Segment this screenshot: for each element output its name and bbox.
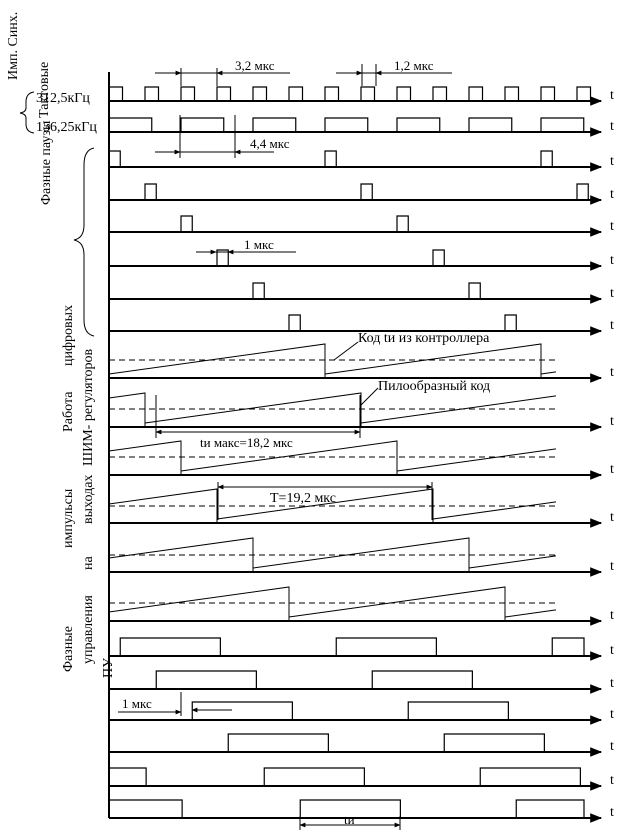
pwm-sawtooth-2	[109, 393, 556, 427]
time-axis-label-14: t	[610, 643, 614, 658]
brace-phase-pauses	[74, 148, 94, 336]
time-axis-label-9: t	[610, 414, 614, 429]
clock-312-pulses	[109, 87, 591, 101]
time-axis-label-4: t	[610, 219, 614, 234]
signal-traces	[109, 87, 614, 820]
time-axis-label-13: t	[610, 608, 614, 623]
dim-1b-label: 1 мкс	[122, 696, 152, 711]
group-outputs-label-2: на	[81, 556, 96, 570]
time-axis-label-6: t	[610, 286, 614, 301]
code-ti-leader	[334, 342, 358, 360]
time-axis-label-2: t	[610, 154, 614, 169]
dim-1-2-label: 1,2 мкс	[394, 58, 434, 73]
phase-pause-pulses-6	[289, 315, 516, 331]
dimension-annotations	[118, 58, 490, 830]
time-axis-label-16: t	[610, 707, 614, 722]
control-pulses-5	[109, 768, 580, 786]
dim-ti-label: tи	[344, 812, 355, 827]
pwm-sawtooth-3	[109, 441, 556, 475]
group-control-label-3: ПУ	[101, 657, 116, 678]
dim-T-label: T=19,2 мкс	[270, 491, 336, 506]
time-axis-label-12: t	[610, 559, 614, 574]
time-axis-label-17: t	[610, 739, 614, 754]
dim-1-label: 1 мкс	[244, 237, 274, 252]
time-axis-label-5: t	[610, 253, 614, 268]
pwm-sawtooth-6	[109, 587, 556, 621]
control-pulses-1	[120, 638, 584, 656]
time-axis-label-11: t	[610, 510, 614, 525]
time-axis-label-7: t	[610, 318, 614, 333]
sync-title: Имп. Синх.	[6, 11, 21, 80]
phase-pause-pulses-1	[109, 151, 552, 167]
code-ti-label: Код tи из контроллера	[358, 331, 490, 346]
time-axis-label-1: t	[610, 119, 614, 134]
control-pulses-4	[228, 734, 544, 752]
dim-tmax-label: tи макс=18,2 мкс	[200, 435, 293, 450]
dim-3-2-label: 3,2 мкс	[235, 58, 275, 73]
group-pwm-label-3: цифровых	[61, 304, 76, 366]
pwm-sawtooth-1	[109, 344, 556, 378]
time-axis-label-0: t	[610, 88, 614, 103]
time-axis-label-10: t	[610, 462, 614, 477]
freq-label-312: 312,5кГц	[36, 91, 90, 106]
group-clock-label: Тактовые	[37, 61, 52, 118]
time-axis-label-8: t	[610, 365, 614, 380]
group-control-label-1: Фазные	[61, 626, 76, 672]
phase-pause-pulses-2	[145, 184, 588, 200]
control-pulses-3	[192, 702, 508, 720]
dim-4-4-label: 4,4 мкс	[250, 136, 290, 151]
group-outputs-label-3: выходах	[81, 474, 96, 524]
group-pwm-label-2: ШИМ- регуляторов	[81, 348, 96, 466]
group-pwm-label-1: Работа	[61, 391, 76, 432]
time-axis-label-3: t	[610, 187, 614, 202]
control-pulses-2	[156, 671, 472, 689]
freq-label-156: 156,25кГц	[36, 120, 97, 135]
phase-pause-pulses-3	[181, 216, 408, 232]
time-axis-label-19: t	[610, 805, 614, 820]
phase-pause-pulses-5	[253, 283, 480, 299]
group-phase-pauses-label: Фазные паузы	[39, 120, 54, 205]
group-outputs-label-1: импульсы	[61, 488, 76, 548]
saw-code-leader	[360, 388, 378, 406]
saw-code-label: Пилообразный код	[378, 379, 491, 394]
brace-clock	[20, 92, 34, 133]
time-axis-label-15: t	[610, 676, 614, 691]
group-control-label-2: управления	[81, 595, 96, 664]
time-axis-label-18: t	[610, 773, 614, 788]
